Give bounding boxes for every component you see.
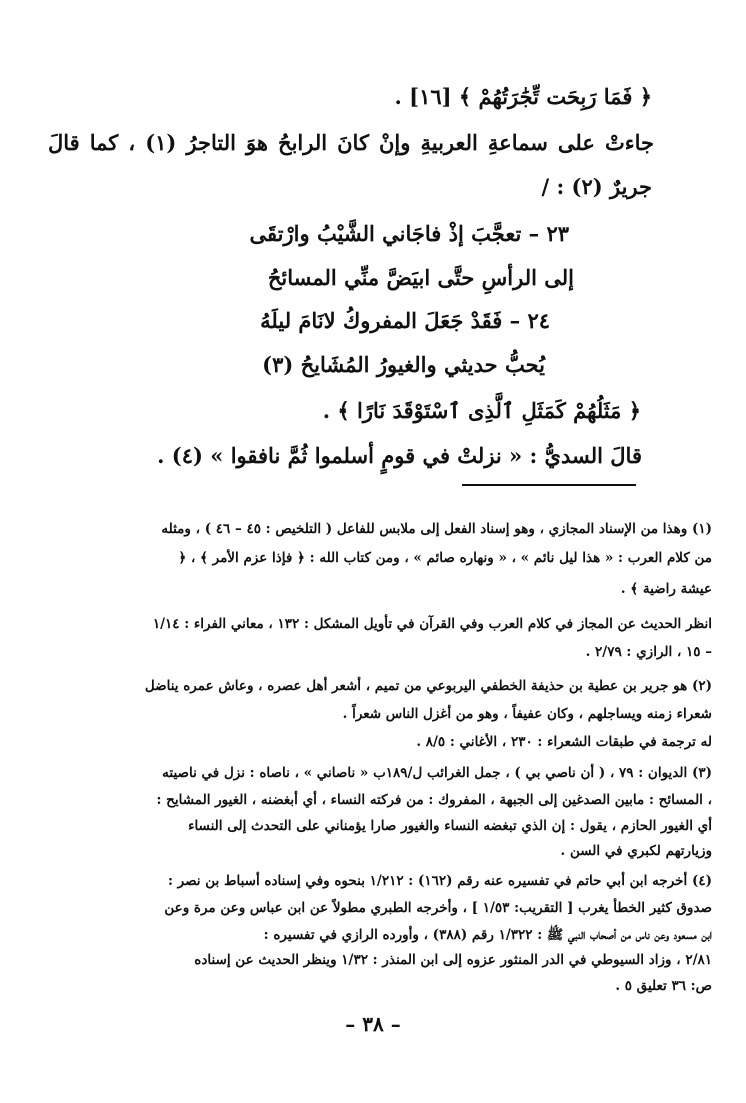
suddi-quote: قالَ السديُّ : « نزلتْ في قومٍ أسلموا ثُمَّ نافقوا » (٤) . — [157, 443, 642, 468]
footnote-4-line-3: ابن مسعود وعن ناس من أصحاب النبي ﷺ : ١/٣٢٢ رقم (٣٨٨) ، وأورده الرازي في تفسيره : — [263, 927, 712, 943]
main-paragraph-line-2: جريرٌ (٢) : / — [541, 174, 652, 199]
footnote-4-line-5: ص: ٣٦ تعليق ٥ . — [615, 978, 712, 994]
footnote-1-line-1: (١) وهذا من الإسناد المجازي ، وهو إسناد الفعل إلى ملابس للفاعل ( التلخيص : ٤٥ – ٤٦ ) ، ومثله — [161, 521, 712, 537]
footnote-3-line-4: وزيارتهم لكبري في السن . — [560, 843, 712, 859]
poem-verse-23-first-hemistich: ٢٣ – تعجَّبَ إذْ فاجَاني الشَّيْبُ وارْتقَى — [249, 221, 569, 246]
footnote-separator — [462, 484, 636, 486]
page-number: – ٣٨ – — [345, 1012, 401, 1036]
footnote-1-line-4: انظر الحديث عن المجاز في كلام العرب وفي القرآن في تأويل المشكل : ١٣٢ ، معاني الفراء : ١/١٤ — [152, 616, 712, 632]
footnote-3-line-1: (٣) الديوان : ٧٩ ، ( أن ناصي بي ) ، جمل الغرائب ل/١٨٩ب « ناصاني » ، ناصاه : نزل في ناصيته — [162, 765, 712, 781]
footnote-1-line-3: عيشة راضية ﴾ . — [620, 581, 712, 597]
footnote-3-line-2: ، المسائح : مابين الصدغين إلى الجبهة ، المفروك : من فركته النساء ، أي أبغضنه ، الغيور المشايح : — [156, 792, 712, 808]
quran-verse-16: ﴿ فَمَا رَبِحَت تِّجَٰرَتُهُمْ ﴾ [١٦] . — [394, 84, 652, 109]
footnote-4-line-1: (٤) أخرجه ابن أبي حاتم في تفسيره عنه رقم (١٦٢) : ١/٢١٢ بنحوه وفي إسناده أسباط بن نصر : — [167, 873, 712, 889]
footnote-2-line-1: (٢) هو جرير بن عطية بن حذيفة الخطفي اليربوعي من تميم ، أشعر أهل عصره ، وعاش عمره يناضل — [144, 678, 712, 694]
main-paragraph-line-1: جاءتْ على سماعةِ العربيةِ وإنْ كانَ الرابحُ هوَ التاجرُ (١) ، كما قالَ — [48, 130, 654, 155]
footnote-3-line-3: أي الغيور الحازم ، يقول : إن الذي تبغضه النساء والغيور صارا يؤمناني على التحدث إلى النساء — [188, 818, 712, 834]
poem-verse-24-second-hemistich: يُحبُّ حديثي والغيورُ المُشَايحُ (٣) — [262, 352, 545, 377]
footnote-4-line-4: ٢/٨١ ، وزاد السيوطي في الدر المنثور عزوه إلى ابن المنذر : ١/٣٢ وينظر الحديث عن إسناده — [194, 952, 712, 968]
footnote-1-line-2: من كلام العرب : « هذا ليل نائم » ، « ونهاره صائم » ، ومن كتاب الله : ﴿ فإذا عزم الأمر ﴾ ، ﴿ — [178, 550, 712, 566]
poem-verse-23-second-hemistich: إلى الرأسِ حتَّى ابيَضَّ منِّي المسائحُ — [267, 265, 574, 290]
poem-verse-24-first-hemistich: ٢٤ – فَقَدْ جَعَلَ المفروكُ لانَامَ ليلَهُ — [260, 308, 550, 333]
quran-verse-17: ﴿ مَثَلُهُمْ كَمَثَلِ ٱلَّذِى ٱسْتَوْقَدَ نَارًا ﴾ . — [322, 398, 641, 423]
footnote-1-line-5: – ١٥ ، الرازي : ٢/٧٩ . — [585, 644, 712, 660]
footnote-4-line-2: صدوق كثير الخطأ يغرب [ التقريب: ١/٥٣ ] ، وأخرجه الطبري مطولاً عن ابن عباس وعن مرة وعن — [164, 900, 712, 916]
footnote-2-line-3: له ترجمة في طبقات الشعراء : ٢٣٠ ، الأغاني : ٨/٥ . — [416, 734, 712, 750]
footnote-2-line-2: شعراء زمنه ويساجلهم ، وكان عفيفاً ، وهو من أغزل الناس شعراً . — [342, 706, 712, 722]
